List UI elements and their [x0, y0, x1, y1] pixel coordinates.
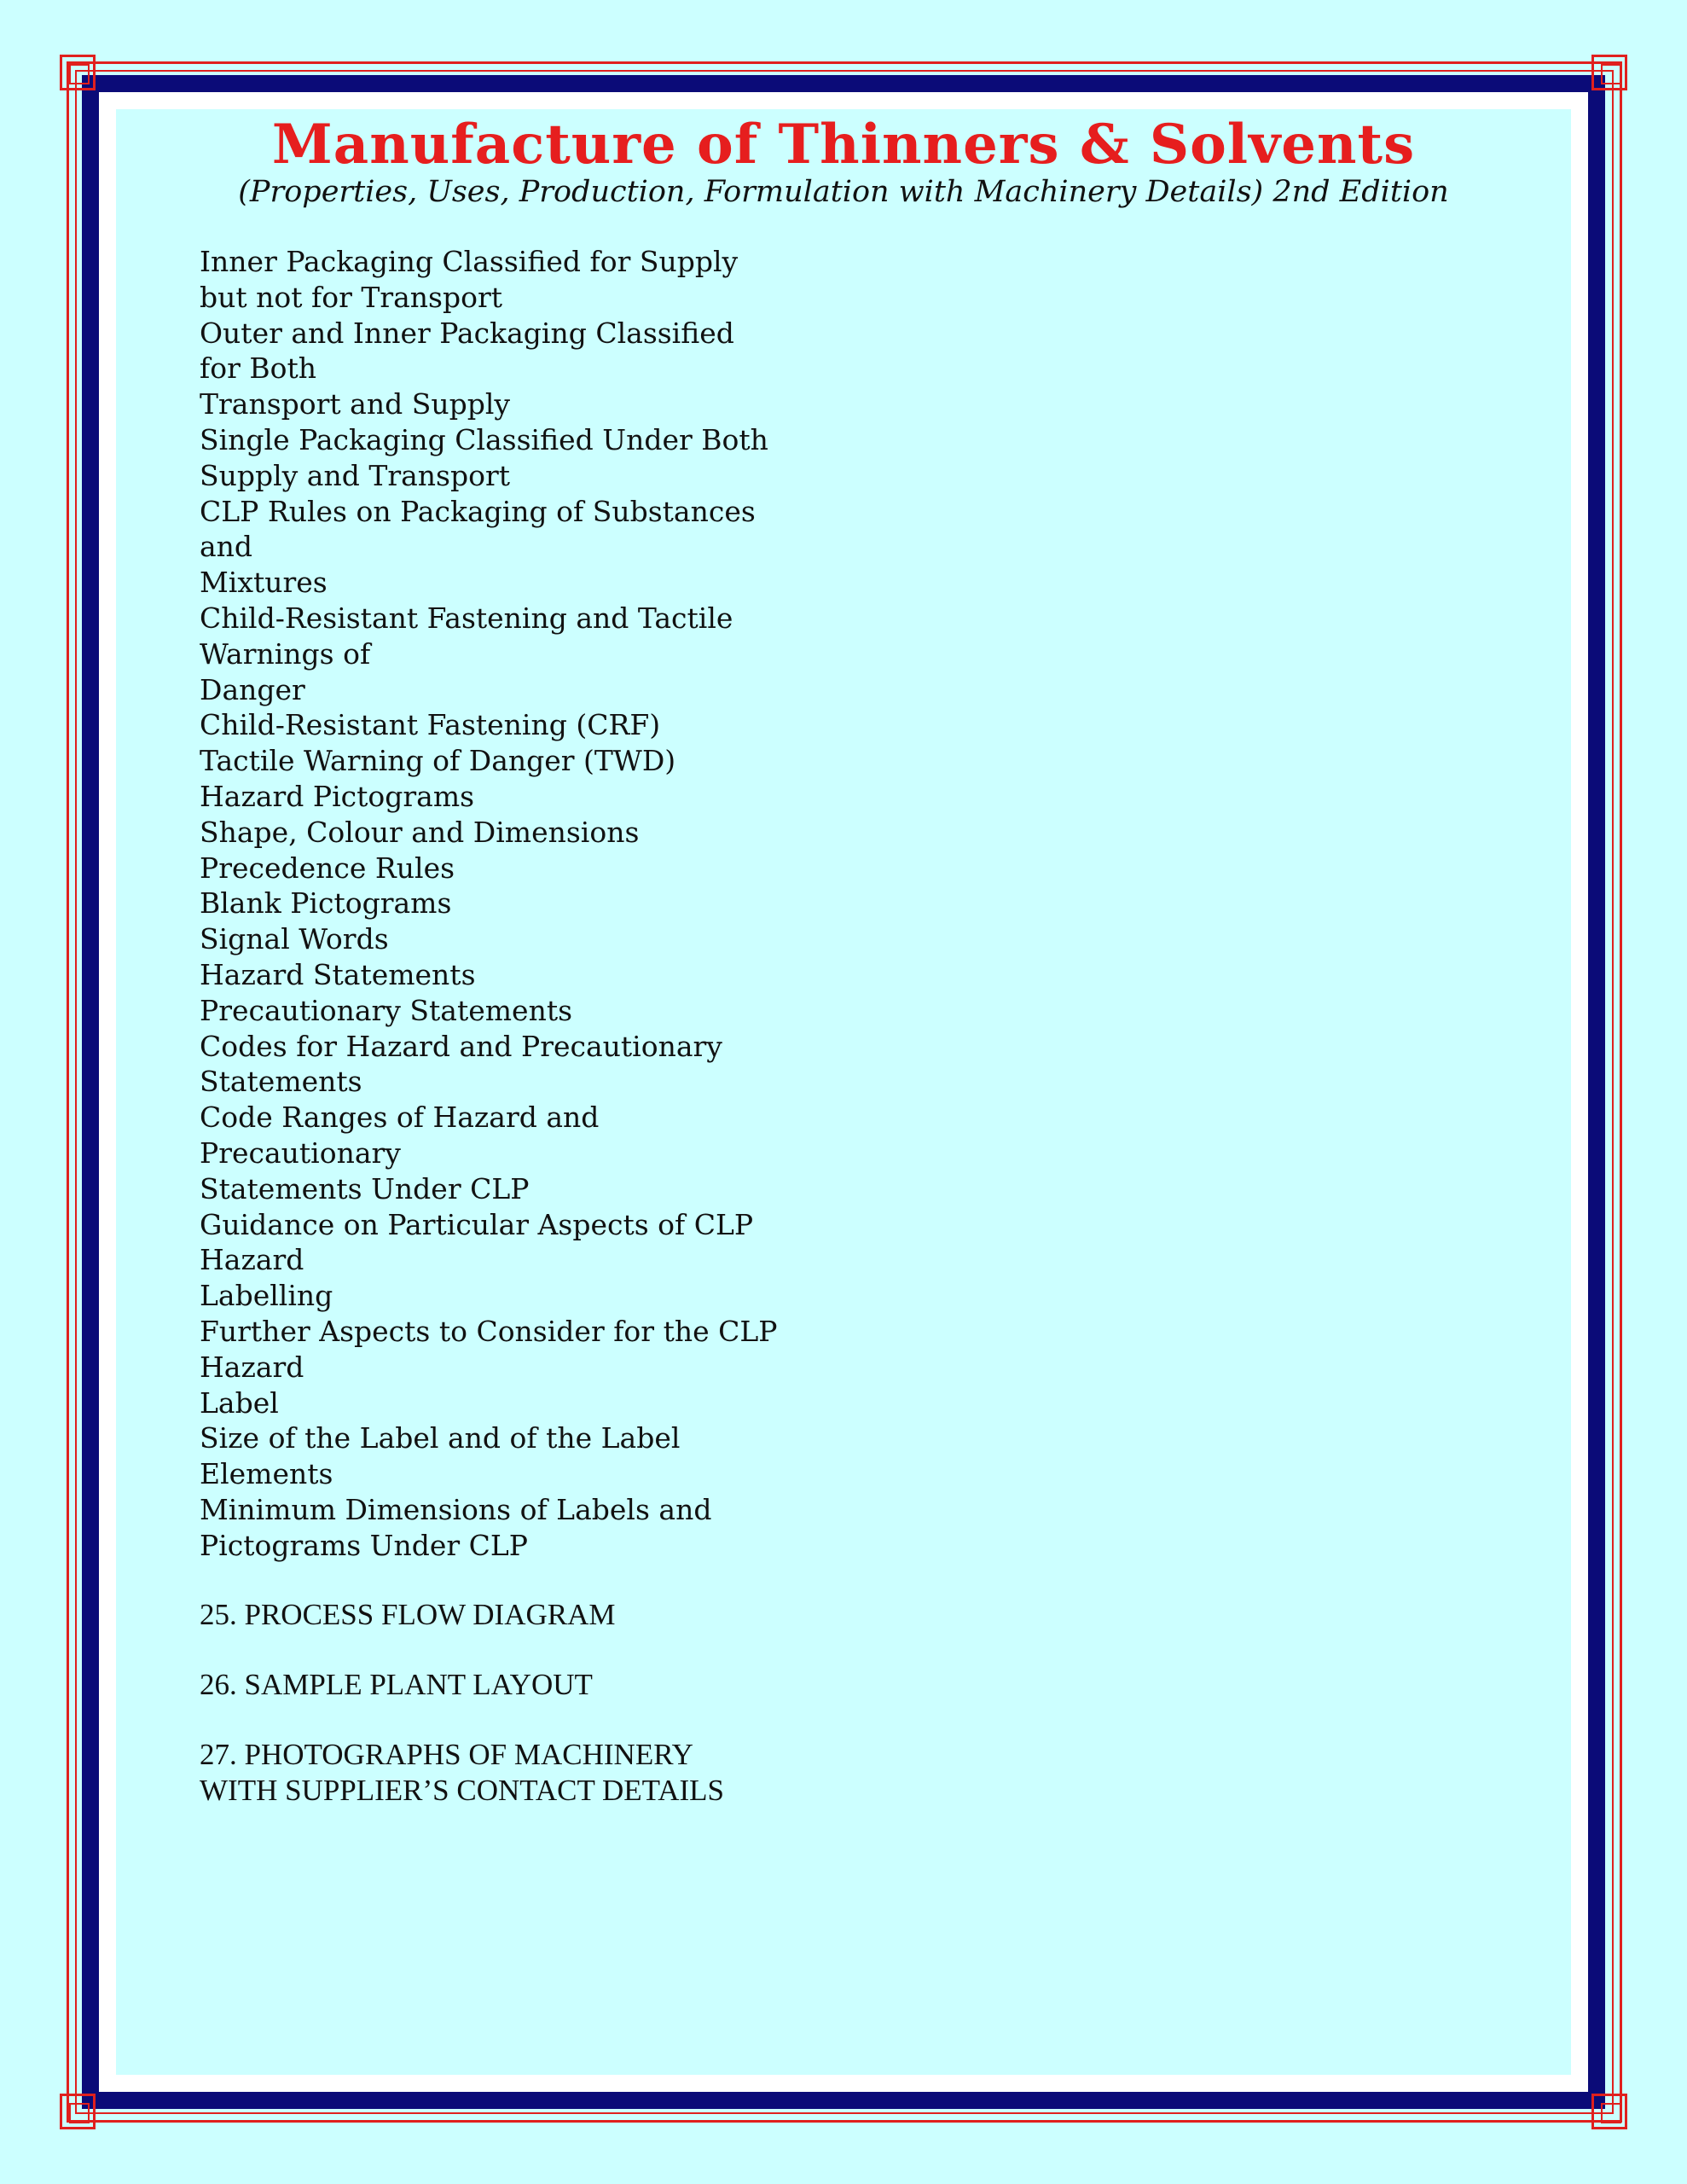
toc-line: Further Aspects to Consider for the CLP: [200, 1314, 778, 1348]
toc-line: Shape, Colour and Dimensions: [200, 815, 640, 849]
toc-line: Elements: [200, 1457, 333, 1491]
toc-line: Labelling: [200, 1279, 333, 1313]
toc-line: Warnings of: [200, 636, 371, 671]
section-27-line-2: WITH SUPPLIER’S CONTACT DETAILS: [200, 1774, 724, 1807]
toc-line: Codes for Hazard and Precautionary: [200, 1029, 722, 1063]
toc-line: Minimum Dimensions of Labels and: [200, 1492, 712, 1526]
toc-line: Danger: [200, 672, 305, 706]
section-26-heading: 26. SAMPLE PLANT LAYOUT: [200, 1668, 593, 1701]
toc-line: Inner Packaging Classified for Supply: [200, 245, 739, 278]
page-content: [116, 109, 1571, 2075]
toc-line: Code Ranges of Hazard and: [200, 1101, 600, 1135]
toc-line: Statements Under CLP: [200, 1171, 530, 1205]
toc-line: Single Packaging Classified Under Both: [200, 422, 768, 456]
toc-line: Outer and Inner Packaging Classified: [200, 316, 734, 350]
toc-line: Tactile Warning of Danger (TWD): [200, 744, 676, 778]
corner-ornament-top-left: [60, 55, 96, 90]
toc-line: for Both: [200, 351, 316, 386]
corner-ornament-bottom-left: [60, 2094, 96, 2129]
toc-line: Transport and Supply: [200, 387, 511, 421]
toc-line: CLP Rules on Packaging of Substances: [200, 494, 756, 528]
toc-line: Precautionary: [200, 1136, 401, 1170]
toc-line: Pictograms Under CLP: [200, 1528, 529, 1562]
corner-ornament-top-right: [1591, 55, 1627, 90]
toc-line: Precautionary Statements: [200, 993, 573, 1027]
page-subtitle: (Properties, Uses, Production, Formulation with Machinery Details) 2nd Edition: [238, 175, 1449, 209]
toc-line: Label: [200, 1385, 279, 1420]
section-27-heading: [200, 1737, 724, 1809]
section-27-line-1: 27. PHOTOGRAPHS OF MACHINERY: [200, 1738, 693, 1771]
toc-line: Child-Resistant Fastening and Tactile: [200, 601, 733, 635]
toc-line: Statements: [200, 1065, 362, 1099]
toc-line: Size of the Label and of the Label: [200, 1421, 681, 1455]
toc-line: Child-Resistant Fastening (CRF): [200, 708, 661, 742]
corner-ornament-bottom-right: [1591, 2094, 1627, 2129]
toc-line: and: [200, 530, 253, 564]
toc-line: Hazard Pictograms: [200, 779, 475, 813]
toc-list: [200, 244, 967, 1563]
toc-line: Hazard Statements: [200, 957, 476, 991]
toc-line: Hazard: [200, 1350, 304, 1384]
toc-line: Precedence Rules: [200, 851, 455, 885]
toc-line: Hazard: [200, 1243, 304, 1277]
toc-line: Mixtures: [200, 566, 328, 600]
page-title: Manufacture of Thinners & Solvents: [271, 113, 1416, 177]
toc-line: Guidance on Particular Aspects of CLP: [200, 1207, 754, 1241]
toc-line: Supply and Transport: [200, 458, 511, 492]
toc-line: Blank Pictograms: [200, 886, 452, 921]
section-25-heading: 25. PROCESS FLOW DIAGRAM: [200, 1598, 616, 1631]
toc-line: but not for Transport: [200, 280, 503, 314]
toc-line: Signal Words: [200, 922, 389, 956]
